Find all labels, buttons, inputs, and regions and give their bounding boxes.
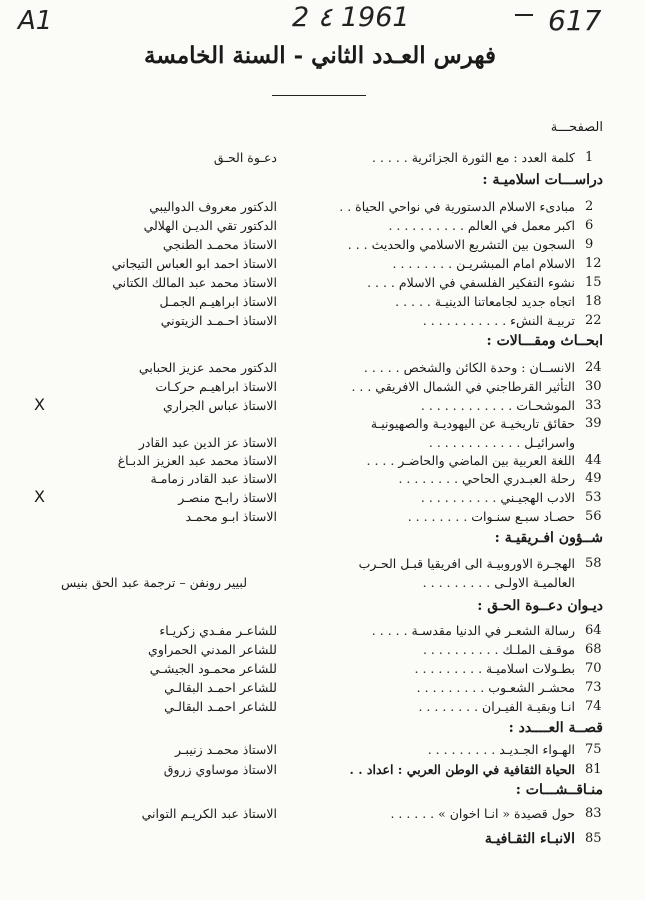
page-number: 58: [585, 556, 602, 571]
toc-row: [22, 623, 617, 642]
author-name: الدكتور محمد عزيز الحبابي: [138, 360, 277, 375]
author-name: للشاعر محمـود الجيشـي: [149, 661, 277, 676]
author-name: الاستاذ رابـح منصـر: [178, 490, 277, 505]
author-name: الاستاذ محمـد زنيبـر: [174, 742, 277, 757]
article-title: رحلة العبـدري الحاحي . . . . . . . .: [398, 471, 575, 486]
page-number: 30: [585, 379, 602, 394]
article-title: الانبـاء الثقـافيـة: [484, 831, 575, 847]
page-number: 74: [585, 699, 602, 714]
toc-row: [22, 762, 617, 781]
article-title: حول قصيدة « انـا اخوان » . . . . . .: [390, 806, 575, 821]
page-number: 83: [585, 806, 602, 821]
section-heading: قصــة العــــدد :: [508, 720, 603, 736]
toc-row: [22, 806, 617, 825]
page-number: 24: [585, 360, 602, 375]
toc-row: [22, 575, 617, 594]
article-title: السجون بين التشريع الاسلامي والحديث . . .: [347, 237, 575, 252]
page-number: 22: [585, 313, 602, 328]
title-divider: [272, 95, 366, 96]
author-name: الاستاذ ابـو محمـد: [185, 509, 277, 524]
page-column-header: الصفحـــة: [550, 120, 603, 135]
page-number: 12: [585, 256, 602, 271]
section-heading: ديـوان دعــوة الحـق :: [477, 598, 603, 614]
toc-row: [22, 275, 617, 294]
toc-row: [22, 487, 617, 509]
article-title: الاسلام امام المبشريـن . . . . . . . .: [392, 256, 575, 271]
page-number: 73: [585, 680, 602, 695]
toc-row: [22, 556, 617, 575]
article-title: الهـواء الجـديـد . . . . . . . . .: [427, 742, 575, 757]
author-name: الاستاذ احـمـد الزيتوني: [160, 313, 277, 328]
author-name: الاستاذ محمد عبد العزيز الدبـاغ: [117, 453, 277, 468]
toc-row: [22, 453, 617, 472]
page-number: 2: [585, 199, 594, 214]
article-title: حصـاد سبـع سنـوات . . . . . . . .: [407, 509, 575, 524]
article-title: العالميـة الاولـى . . . . . . . . .: [422, 575, 575, 590]
page-number: 18: [585, 294, 602, 309]
article-title: الموشحـات . . . . . . . . . . . .: [420, 398, 575, 413]
author-name: الاستاذ ابراهيـم الجمـل: [159, 294, 277, 309]
article-title: التأثير القرطاجني في الشمال الافريقي . . .: [351, 379, 575, 394]
author-name: الاستاذ عبد القادر زمامـة: [150, 471, 277, 486]
article-title: الحياة الثقافية في الوطن العربي : اعداد . .: [349, 762, 575, 777]
page-number: 33: [585, 398, 602, 413]
author-name: الدكتور معروف الدواليبي: [149, 199, 277, 214]
page-number: 49: [585, 471, 602, 486]
article-title: موقـف الملـك . . . . . . . . . .: [422, 642, 575, 657]
page-number: 44: [585, 453, 602, 468]
section-heading: شــؤون افـريقيـة :: [494, 530, 603, 546]
toc-row: [22, 256, 617, 275]
author-name: للشاعر احمـد البقالـي: [164, 680, 277, 695]
page-number: 56: [585, 509, 602, 524]
toc-row: [22, 379, 617, 398]
handwritten-underline: [515, 14, 533, 16]
author-name: لبيير رونفن – ترجمة عبد الحق بنيس: [60, 575, 247, 590]
toc-row: [22, 150, 617, 169]
article-title: تربيـة النشء . . . . . . . . . . .: [422, 313, 575, 328]
toc-row: [22, 661, 617, 680]
author-name: الدكتور تقي الديـن الهلالي: [143, 218, 277, 233]
page-number: 81: [585, 762, 602, 777]
section-heading: ابحــاث ومقـــالات :: [486, 333, 603, 349]
toc-row: [22, 642, 617, 661]
toc-row: [22, 218, 617, 237]
handwritten-x-mark: X: [34, 487, 45, 506]
author-name: الاستاذ عز الدين عبد القادر: [138, 435, 277, 450]
section-heading: دراســـات اسلاميـة :: [482, 172, 603, 188]
article-title: اتجاه جديد لجامعاتنا الدينيـة . . . . .: [395, 294, 575, 309]
page-number: 1: [585, 150, 594, 165]
author-name: للشاعـر مفـدي زكريـاء: [159, 623, 277, 638]
author-name: الاستاذ احمد ابو العباس التيجاني: [111, 256, 277, 271]
section-heading: منـاقــشـــات :: [515, 782, 603, 798]
page-number: 70: [585, 661, 602, 676]
article-title: انـا وبقيـة الفيـران . . . . . . . .: [418, 699, 575, 714]
article-title: بطـولات اسلاميـة . . . . . . . . .: [414, 661, 575, 676]
page-number: 15: [585, 275, 602, 290]
author-name: الاستاذ عباس الجراري: [162, 398, 277, 413]
toc-row: [22, 742, 617, 761]
page-title: فهرس العـدد الثاني - السنة الخامسة: [143, 42, 497, 69]
toc-row: [22, 680, 617, 699]
author-name: للشاعر المدني الحمراوي: [148, 642, 277, 657]
article-title: الانســان : وحدة الكائن والشخص . . . . .: [363, 360, 575, 375]
article-title: الهجـرة الاوروبيـة الى افريقيا قبـل الحـرب: [358, 556, 575, 571]
toc-row: [22, 313, 617, 332]
toc-row: [22, 416, 617, 435]
toc-row: [22, 509, 617, 528]
handwritten-x-mark: X: [34, 395, 45, 414]
author-name: الاستاذ محمـد الطنجي: [162, 237, 277, 252]
toc-row: [22, 294, 617, 313]
page-number: 9: [585, 237, 594, 252]
author-name: الاستاذ ابراهيـم حركـات: [155, 379, 277, 394]
article-title: الادب الهجيـني . . . . . . . . . .: [420, 490, 575, 505]
article-title: اللغة العربية بين الماضي والحاضـر . . . .: [366, 453, 575, 468]
toc-row: [22, 831, 617, 850]
toc-row: [22, 199, 617, 218]
page-number: 53: [585, 490, 602, 505]
toc-row: [22, 360, 617, 379]
handwritten-tag: A1: [18, 6, 53, 36]
toc-row: [22, 395, 617, 417]
toc-row: [22, 471, 617, 490]
toc-row: [22, 237, 617, 256]
article-title: محشـر الشعـوب . . . . . . . . .: [416, 680, 575, 695]
toc-row: [22, 435, 617, 454]
author-name: الاستاذ محمد عبد المالك الكتاني: [112, 275, 277, 290]
handwritten-date: 2 ٤ 1961: [292, 2, 410, 33]
article-title: حقائق تاريخيـة عن اليهوديـة والصهيونيـة: [370, 416, 575, 431]
author-name: دعـوة الحـق: [213, 150, 277, 165]
page-number: 68: [585, 642, 602, 657]
page-number: 75: [585, 742, 602, 757]
toc-row: [22, 699, 617, 718]
article-title: رسالة الشعـر في الدنيا مقدسـة . . . . .: [371, 623, 575, 638]
article-title: مبادىء الاسلام الدستورية في نواحي الحياة . .: [339, 199, 575, 214]
article-title: نشوء التفكير الفلسفي في الاسلام . . . .: [367, 275, 575, 290]
article-title: كلمة العدد : مع الثورة الجزائرية . . . . .: [372, 150, 575, 165]
author-name: للشاعر احمـد البقالـي: [164, 699, 277, 714]
page-number: 39: [585, 416, 602, 431]
author-name: الاستاذ موساوي زروق: [163, 762, 277, 777]
handwritten-code: 617: [548, 4, 602, 37]
page-number: 85: [585, 831, 602, 846]
article-title: اكبر معمل في العالم . . . . . . . . . .: [388, 218, 575, 233]
author-name: الاستاذ عبد الكريـم التواني: [141, 806, 277, 821]
page-number: 64: [585, 623, 602, 638]
article-title: واسرائيـل . . . . . . . . . . . .: [428, 435, 575, 450]
page-number: 6: [585, 218, 594, 233]
